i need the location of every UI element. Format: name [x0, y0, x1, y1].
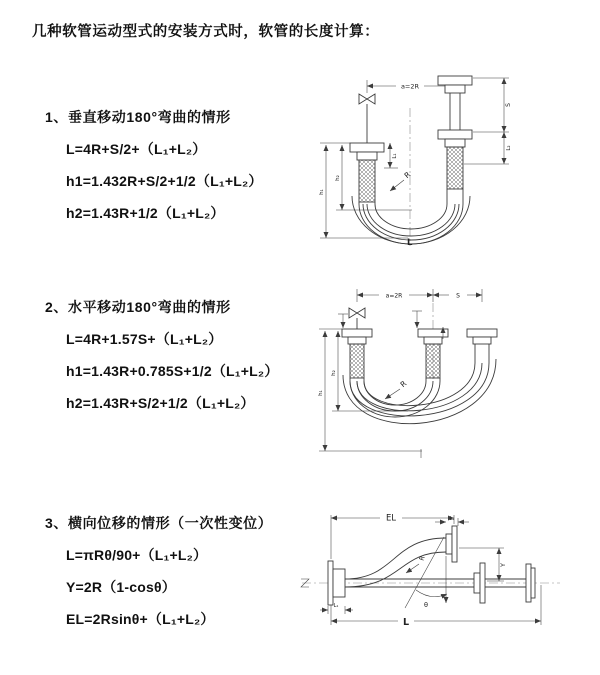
dimension-l2 [435, 516, 469, 526]
hose-s-curve [345, 538, 446, 587]
upper-flange [446, 526, 457, 562]
page-title: 几种软管运动型式的安装方式时，软管的长度计算： [32, 24, 380, 40]
dim-label-l2: L₂ [506, 145, 512, 151]
dimension-l [331, 585, 541, 628]
valve-icon [349, 308, 365, 329]
radius-callout [406, 554, 427, 573]
right-hose-connector [438, 76, 472, 204]
left-hose-connector [350, 143, 384, 204]
right-flange [474, 563, 535, 603]
dimension-s [473, 78, 512, 132]
dim-label-r: R [398, 378, 409, 390]
dimension-l1 [320, 603, 353, 614]
dim-label-h1: h₁ [318, 390, 324, 396]
dim-label-l-total: L [402, 617, 410, 628]
dimension-h1 [318, 329, 422, 451]
hose-u-bend [352, 196, 470, 244]
dim-label-a2r: a=2R [400, 82, 420, 91]
formula: Y=2R（1-cosθ） [66, 579, 176, 595]
left-hose-connector [342, 329, 372, 381]
diagram-horizontal-180-bend [310, 281, 540, 461]
angle-construction [405, 537, 447, 609]
middle-hose-connector [418, 329, 448, 381]
dim-label-h2: h₂ [331, 370, 337, 376]
section-1 [45, 107, 263, 223]
dimension-l1 [384, 143, 398, 168]
dim-label-el: EL [385, 513, 397, 524]
dim-label-l-total: L [407, 238, 413, 248]
dim-label-r: R [417, 554, 427, 562]
dim-label-l1: L₁ [333, 603, 339, 609]
formula: h2=1.43R+S/2+1/2（L₁+L₂） [66, 395, 255, 411]
hose-u-bend-displaced [343, 359, 496, 424]
formula: L=4R+S/2+（L₁+L₂） [66, 141, 207, 157]
dimension-s [433, 293, 482, 300]
dim-label-y: Y [499, 563, 507, 567]
formula: L=πRθ/90+（L₁+L₂） [66, 547, 208, 563]
dimension-a2r [357, 289, 482, 302]
diagram-lateral-displacement [298, 510, 566, 642]
section-1-heading: 1、垂直移动180°弯曲的情形 [45, 109, 231, 125]
dim-label-l1: L₁ [392, 153, 398, 159]
radius-callout [385, 379, 408, 399]
section-3-heading: 3、横向位移的情形（一次性变位） [45, 515, 273, 531]
dim-label-h2: h₂ [335, 175, 341, 181]
dim-label-theta: θ [424, 601, 428, 609]
section-2 [45, 297, 279, 413]
dim-label-a2r: a=2R [385, 292, 403, 300]
radius-callout [390, 170, 412, 191]
section-2-heading: 2、水平移动180°弯曲的情形 [45, 299, 231, 315]
right-hose-connector [467, 329, 497, 363]
diagram-vertical-180-bend [312, 70, 532, 252]
dim-label-h1: h₁ [319, 189, 325, 195]
section-3 [45, 513, 272, 629]
formula: h1=1.43R+0.785S+1/2（L₁+L₂） [66, 363, 279, 379]
formula: L=4R+1.57S+（L₁+L₂） [66, 331, 223, 347]
formula: EL=2Rsinθ+（L₁+L₂） [66, 611, 215, 627]
dim-label-r: R [402, 169, 413, 181]
left-flange [328, 561, 345, 605]
dimension-h2 [331, 331, 408, 411]
valve-icon [359, 94, 375, 143]
dim-label-s: S [456, 292, 460, 300]
dim-label-l2: L₂ [449, 516, 455, 522]
dim-label-s: S [505, 103, 512, 107]
formula: h1=1.432R+S/2+1/2（L₁+L₂） [66, 173, 263, 189]
formula: h2=1.43R+1/2（L₁+L₂） [66, 205, 225, 221]
